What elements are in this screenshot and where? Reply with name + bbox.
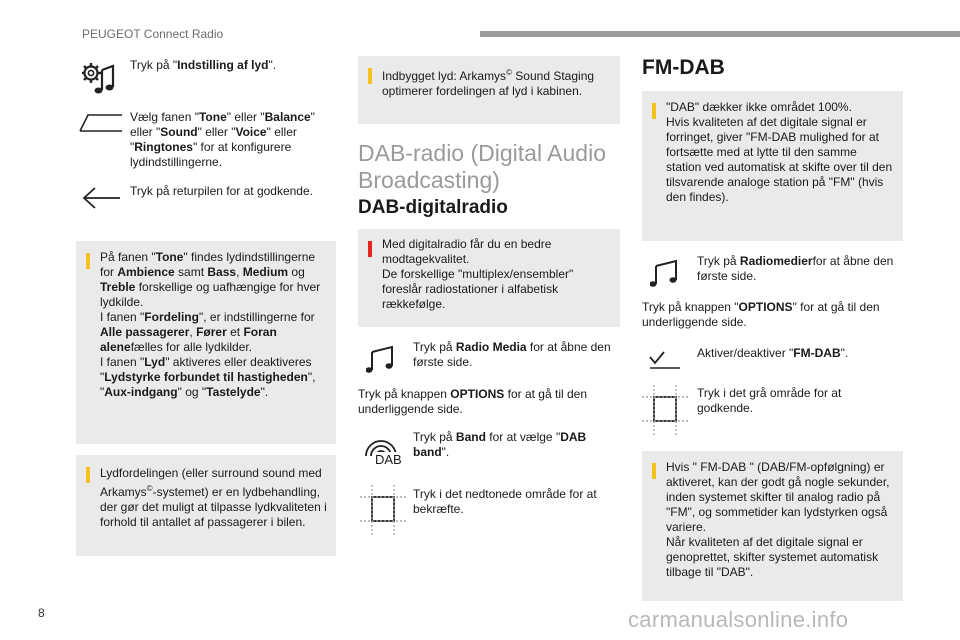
info-box-distribution [76, 455, 336, 556]
page-number: 8 [38, 606, 45, 620]
header-rule [480, 31, 960, 37]
music-note-icon [366, 344, 396, 374]
checkbox-icon [646, 349, 684, 371]
running-header: PEUGEOT Connect Radio [82, 27, 224, 41]
grayed-area-icon [642, 385, 688, 435]
step-choose-tab: Vælg fanen "Tone" eller "Balance" eller "Sound" eller "Voice" eller "Ringtones" for at konfigurere lydindstillingerne. [130, 110, 315, 169]
warning-marker-icon [368, 241, 372, 257]
grayed-area-icon [360, 485, 406, 535]
section-subtitle-dab: DAB-digitalradio [358, 197, 508, 218]
tab-bar-icon [78, 112, 124, 134]
info-text-tone: På fanen "Tone" findes lydindstillingerne for Ambience samt Bass, Medium og Treble forskellige og uafhængige for hver lydkilde. I fanen "Fordeling", er indstillingerne for Alle passagerer, Fører et Foran alenefælles for alle lydkilder. I fanen "Lyd" aktiveres eller deaktiveres "Lydstyrke forbundet til hastigheden", "Aux-indgang" og "Tastelyde". [100, 250, 321, 399]
info-text-dab-coverage: "DAB" dækker ikke området 100%. Hvis kvaliteten af det digitale signal er forringet, giver "FM-DAB mulighed for at fortsætte med at lytte til den samme station ved automatisk at skifte over til den tilsvarende analoge station på "FM" (hvis den findes). [666, 100, 893, 204]
step-toggle-fm-dab: Aktiver/deaktiver "FM-DAB". [697, 346, 849, 360]
info-box-arkamys [358, 56, 620, 124]
section-title-fm-dab: FM-DAB [642, 56, 725, 79]
info-marker-icon [368, 68, 372, 84]
step-confirm-back: Tryk på returpilen for at godkende. [130, 184, 313, 198]
section-title-dab: DAB-radio (Digital Audio Broadcasting) [358, 140, 607, 193]
step-sound-settings: Tryk på "Indstilling af lyd". [130, 58, 277, 72]
info-marker-icon [86, 253, 90, 269]
step-select-band: Tryk på Band for at vælge "DAB band". [413, 430, 587, 459]
info-box-tone [76, 241, 336, 444]
music-settings-icon [82, 60, 122, 96]
info-marker-icon [652, 103, 656, 119]
info-text-arkamys: Indbygget lyd: Arkamys© Sound Staging optimerer fordelingen af lyd i kabinen. [382, 68, 595, 98]
step-radiomedier: Tryk på Radiomedierfor at åbne den første side. [697, 254, 894, 283]
step-options-button-fm: Tryk på knappen "OPTIONS" for at gå til den underliggende side. [642, 300, 880, 329]
step-confirm-grayed: Tryk i det nedtonede område for at bekræfte. [413, 487, 597, 516]
back-arrow-icon [80, 186, 122, 210]
info-box-fm-dab-follow [642, 451, 903, 601]
step-confirm-gray: Tryk i det grå område for at godkende. [697, 386, 842, 415]
warning-text-digital-radio: Med digitalradio får du en bedre modtagekvalitet. De forskellige "multiplex/ensembler" foreslår radiostationer i alfabetisk rækkefølge. [382, 237, 574, 311]
step-options-button: Tryk på knappen OPTIONS for at gå til den underliggende side. [358, 387, 588, 416]
info-text-distribution: Lydfordelingen (eller surround sound med Arkamys©-systemet) er en lydbehandling, der gør det muligt at tilpasse lydkvaliteten i forhold til antallet af passagerer i bilen. [100, 466, 327, 529]
watermark: carmanualsonline.info [628, 607, 849, 632]
info-marker-icon [86, 467, 90, 483]
info-marker-icon [652, 463, 656, 479]
info-box-dab-coverage [642, 91, 903, 241]
step-radio-media: Tryk på Radio Media for at åbne den første side. [413, 340, 611, 369]
info-text-fm-dab-follow: Hvis " FM-DAB " (DAB/FM-opfølgning) er aktiveret, kan der godt gå nogle sekunder, inden systemet skifter til analog radio på "FM", og sommetider kan lydstyrken også variere. Når kvaliteten af det digitale signal er genoprettet, skifter systemet automatisk tilbage til "DAB". [666, 460, 890, 579]
warning-box-digital-radio [358, 229, 620, 327]
dab-radio-icon: DAB [360, 432, 406, 472]
music-note-icon [650, 258, 680, 288]
